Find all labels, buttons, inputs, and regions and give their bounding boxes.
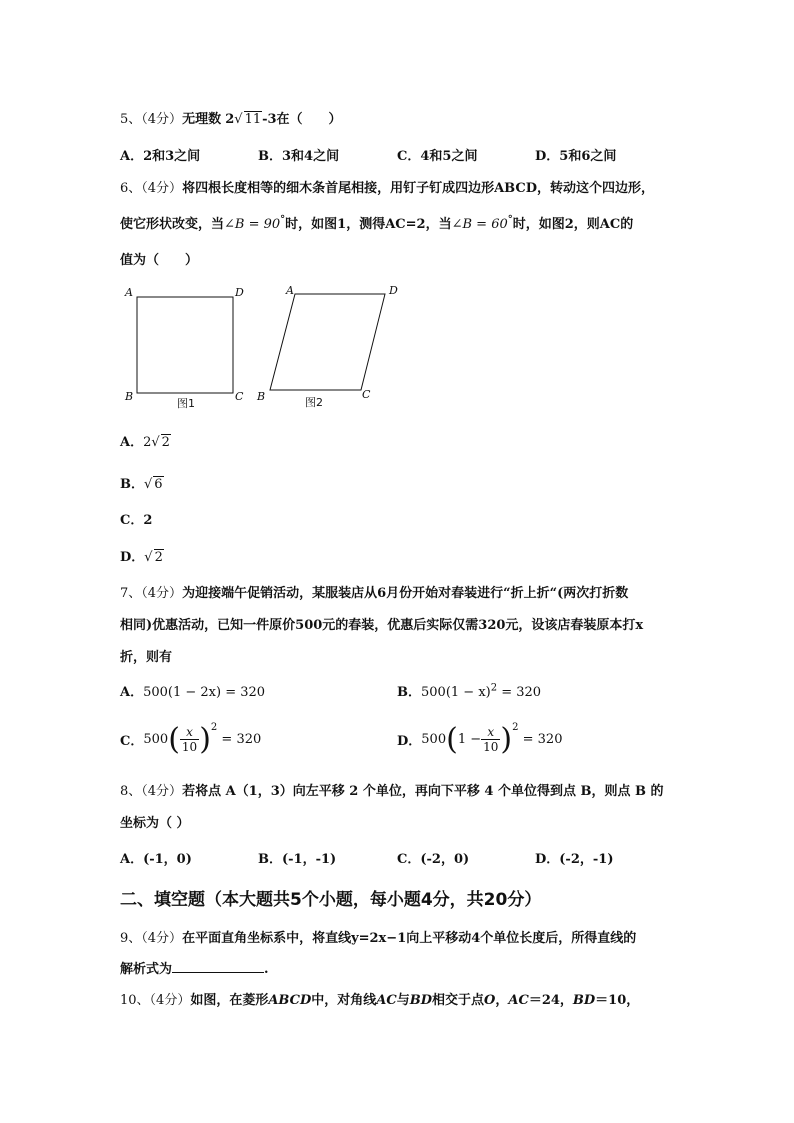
q5-score: （4分） — [141, 112, 183, 127]
q5-number: 5、 — [120, 112, 142, 127]
fig1-label-b: B — [125, 390, 134, 403]
question-7-line-2: 相同)优惠活动，已知一件原价500元的春装，优惠后实际仅需320元，设该店春装原本打x — [120, 618, 644, 633]
q6-figures — [120, 282, 420, 412]
q7-option-a[interactable]: A．500(1 − 2x) = 320 — [120, 685, 266, 700]
q9-answer-blank[interactable] — [172, 960, 264, 973]
question-10-line-1: 10、（4分）如图，在菱形ABCD中，对角线AC与BD相交于点O，AC＝24，BD＝10， — [120, 993, 640, 1008]
q6-option-b[interactable]: B．√ 6 — [120, 477, 163, 492]
fig2-label-a: A — [286, 284, 294, 297]
q6-angle-60: ∠B = 60 — [451, 217, 508, 232]
fig1-square — [137, 297, 233, 393]
question-8-line-2: 坐标为（ ） — [120, 816, 190, 831]
q6-option-a[interactable]: A．2√ 2 — [120, 435, 170, 450]
fig2-label-b: B — [257, 390, 266, 403]
q5-stem-post: -3在（ ） — [262, 112, 342, 127]
q6-angle-90: ∠B = 90 — [224, 217, 281, 232]
fig1-caption: 图1 — [177, 397, 195, 410]
section-2-heading: 二、填空题（本大题共5个小题，每小题4分，共20分） — [120, 890, 542, 910]
fig1-label-c: C — [235, 390, 244, 403]
q8-option-b[interactable]: B．(-1，-1) — [258, 852, 337, 867]
q8-option-d[interactable]: D．(-2，-1) — [535, 852, 614, 867]
q5-sqrt: √ 11 — [234, 112, 262, 127]
q7-option-b[interactable]: B．$500(1 - x)^2 = 320$ — [397, 682, 542, 700]
q6-option-d[interactable]: D．√ 2 — [120, 550, 163, 565]
q5-option-a[interactable]: A．2和3之间 — [120, 149, 201, 164]
question-6-line-3: 值为（ ） — [120, 253, 199, 268]
question-7-line-1: 7、（4分）为迎接端午促销活动，某服装店从6月份开始对春装进行“折上折“(两次打折数 — [120, 586, 629, 601]
question-6-line-2: 使它形状改变，当∠B = 90°时，如图1，测得AC=2，当∠B = 60°时，如图2，则AC的 — [120, 214, 634, 232]
question-9-line-1: 9、（4分）在平面直角坐标系中，将直线y=2x−1向上平移动4个单位长度后，所得直线的 — [120, 931, 637, 946]
q5-option-c[interactable]: C．4和5之间 — [397, 149, 478, 164]
fig2-caption: 图2 — [305, 396, 323, 409]
question-5 — [120, 108, 342, 127]
q8-option-c[interactable]: C．(-2，0) — [397, 852, 470, 867]
fig2-rhombus — [270, 294, 385, 390]
question-9-line-2: 解析式为 . — [120, 962, 269, 977]
question-6-line-1: 6、（4分）将四根长度相等的细木条首尾相接，用钉子钉成四边形ABCD，转动这个四边形， — [120, 181, 654, 196]
fig2-label-c: C — [362, 388, 371, 401]
q6-option-c[interactable]: C．2 — [120, 513, 153, 528]
q6-score: （4分） — [141, 181, 183, 196]
question-7-line-3: 折，则有 — [120, 650, 173, 665]
question-8-line-1: 8、（4分）若将点 A（1，3）向左平移 2 个单位，再向下平移 4 个单位得到点 B，则点 B 的 — [120, 784, 664, 799]
q7-option-d[interactable]: D．500(1 − $\frac{x}{10}$ )$^2$ = 320 — [397, 722, 563, 757]
q7-option-c[interactable]: C．500( $\frac{x}{10}$ )$^2$ = 320 — [120, 722, 262, 757]
q5-option-d[interactable]: D．5和6之间 — [535, 149, 617, 164]
fig2-label-d: D — [389, 284, 398, 297]
q5-option-b[interactable]: B．3和4之间 — [258, 149, 340, 164]
q6-number: 6、 — [120, 181, 142, 196]
q8-option-a[interactable]: A．(-1，0) — [120, 852, 192, 867]
fig1-label-a: A — [125, 286, 133, 299]
fig1-label-d: D — [235, 286, 244, 299]
q5-stem-pre: 无理数 — [182, 112, 222, 127]
q5-coef: 2 — [225, 112, 235, 127]
